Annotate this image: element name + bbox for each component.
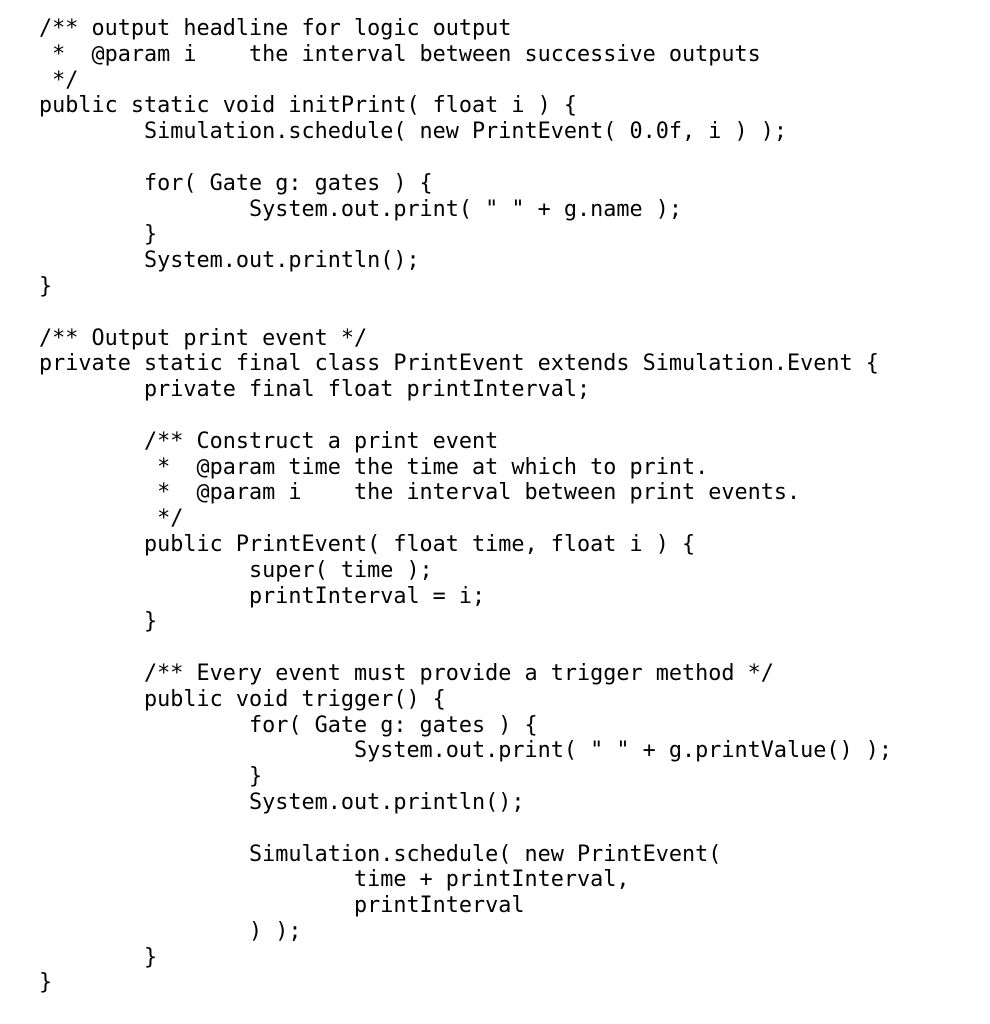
code-listing [39, 16, 892, 996]
code-line: System.out.print( " " + g.printValue() ); [39, 738, 892, 764]
code-line: /** Output print event */ [39, 325, 368, 351]
code-line: public void trigger() { [39, 686, 446, 712]
code-line: printInterval = i; [39, 583, 486, 609]
code-line: time + printInterval, [39, 867, 630, 893]
code-line: super( time ); [39, 557, 433, 583]
code-line: public PrintEvent( float time, float i ) { [39, 531, 696, 557]
code-line: System.out.println(); [39, 789, 525, 815]
code-line: System.out.print( " " + g.name ); [39, 196, 683, 222]
code-line: Simulation.schedule( new PrintEvent( 0.0f, i ) ); [39, 119, 788, 145]
code-line: * @param i the interval between successive outputs [39, 41, 761, 67]
code-line [39, 300, 892, 326]
code-line: */ [39, 67, 79, 93]
code-line: public static void initPrint( float i ) { [39, 93, 578, 119]
code-line: private static final class PrintEvent extends Simulation.Event { [39, 351, 879, 377]
code-line: } [39, 970, 53, 996]
code-line [39, 403, 892, 429]
code-line: Simulation.schedule( new PrintEvent( [39, 841, 722, 867]
code-line: } [39, 273, 53, 299]
code-line: ) ); [39, 918, 302, 944]
code-line: /** output headline for logic output [39, 16, 512, 41]
code-line: for( Gate g: gates ) { [39, 170, 433, 196]
code-line: private final float printInterval; [39, 377, 591, 403]
code-line [39, 816, 892, 842]
code-line: } [39, 222, 158, 248]
code-line: printInterval [39, 893, 525, 919]
code-line: } [39, 944, 158, 970]
code-line: System.out.println(); [39, 248, 420, 274]
code-line [39, 145, 892, 171]
code-line: } [39, 764, 263, 790]
code-line: } [39, 609, 158, 635]
code-line: * @param time the time at which to print. [39, 454, 709, 480]
code-line: * @param i the interval between print events. [39, 480, 801, 506]
code-line [39, 635, 892, 661]
code-line: /** Every event must provide a trigger method */ [39, 660, 774, 686]
code-line: */ [39, 506, 184, 532]
code-line: for( Gate g: gates ) { [39, 712, 538, 738]
code-line: /** Construct a print event [39, 428, 499, 454]
